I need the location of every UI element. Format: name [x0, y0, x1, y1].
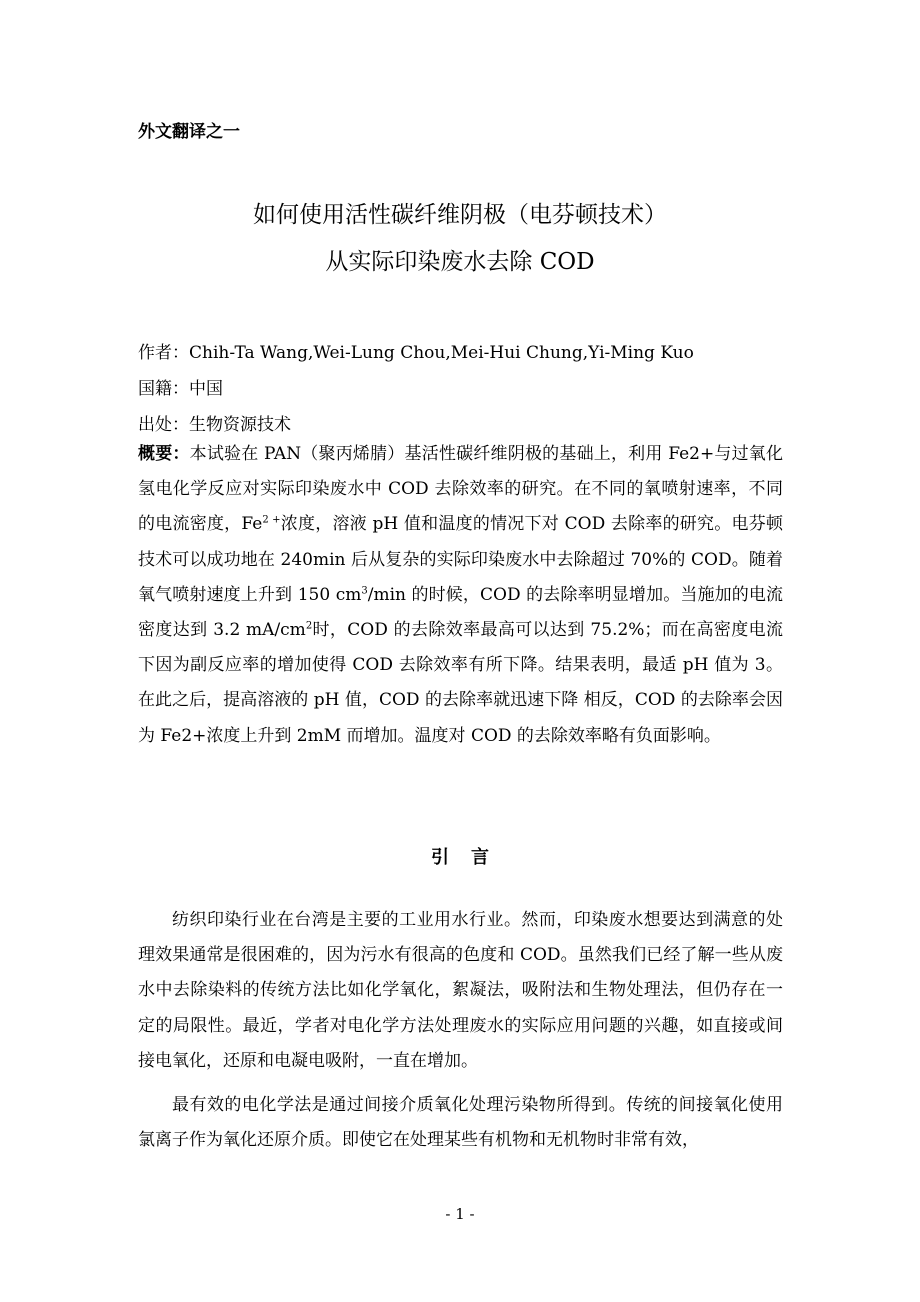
section-heading-introduction: 引言: [431, 847, 511, 868]
abstract-text-4: 时，COD 的去除效率最高可以达到 75.2%；而在高密度电流下因为副反应率的增加使得 COD 去除效率有所下降。结果表明，最适 pH 值为 3。在此之后，提高溶液的 pH 值，COD 的去除率就迅速下降 相反，COD 的去除率会因为 Fe2+浓度上升到 2mM 而增加。温度对 COD 的去除效率略有负面影响。: [138, 620, 783, 746]
header-label: 外文翻译之一: [138, 122, 240, 142]
page-number: - 1 -: [445, 1205, 475, 1223]
body-paragraph-1: 纺织印染行业在台湾是主要的工业用水行业。然而，印染废水想要达到满意的处理效果通常是很困难的，因为污水有很高的色度和 COD。虽然我们已经了解一些从废水中去除染料的传统方法比如化学氧化，絮凝法，吸附法和生物处理法，但仍存在一定的局限性。最近，学者对电化学方法处理废水的实际应用问题的兴趣，如直接或间接电氧化，还原和电凝电吸附，一直在增加。: [138, 910, 783, 1071]
abstract-superscript-1: 2 +: [262, 514, 281, 526]
abstract-text-3: /min 的时候，COD 的去除率明显增加。当施加的电流密度达到 3.2 mA/cm: [138, 584, 783, 641]
abstract-text-1: 本试验在 PAN（聚丙烯腈）基活性碳纤维阴极的基础上，利用 Fe2+与过氧化氢电化学反应对实际印染废水中 COD 去除效率的研究。在不同的氧喷射速率，不同的电流密度，Fe: [138, 444, 784, 535]
title-line-1: 如何使用活性碳纤维阴极（电芬顿技术）: [253, 202, 667, 228]
abstract-paragraph: [138, 437, 783, 754]
title-line-2: 从实际印染废水去除 COD: [325, 249, 595, 275]
abstract-label: 概要：: [138, 444, 190, 464]
abstract-text-2: 浓度，溶液 pH 值和温度的情况下对 COD 去除率的研究。电芬顿技术可以成功地在 240min 后从复杂的实际印染废水中去除超过 70%的 COD。随着氧气喷射速度上升到 150 cm: [138, 514, 783, 605]
abstract-superscript-3: 2: [305, 620, 313, 632]
authors-line: 作者：Chih-Ta Wang,Wei-Lung Chou,Mei-Hui Chung,Yi-Ming Kuo: [138, 343, 694, 363]
source-line: 出处：生物资源技术: [138, 415, 291, 435]
nationality-line: 国籍：中国: [138, 379, 223, 399]
abstract-superscript-2: 3: [361, 585, 368, 597]
body-paragraph-2: 最有效的电化学法是通过间接介质氧化处理污染物所得到。传统的间接氧化使用氯离子作为氧化还原介质。即使它在处理某些有机物和无机物时非常有效，: [138, 1095, 783, 1151]
